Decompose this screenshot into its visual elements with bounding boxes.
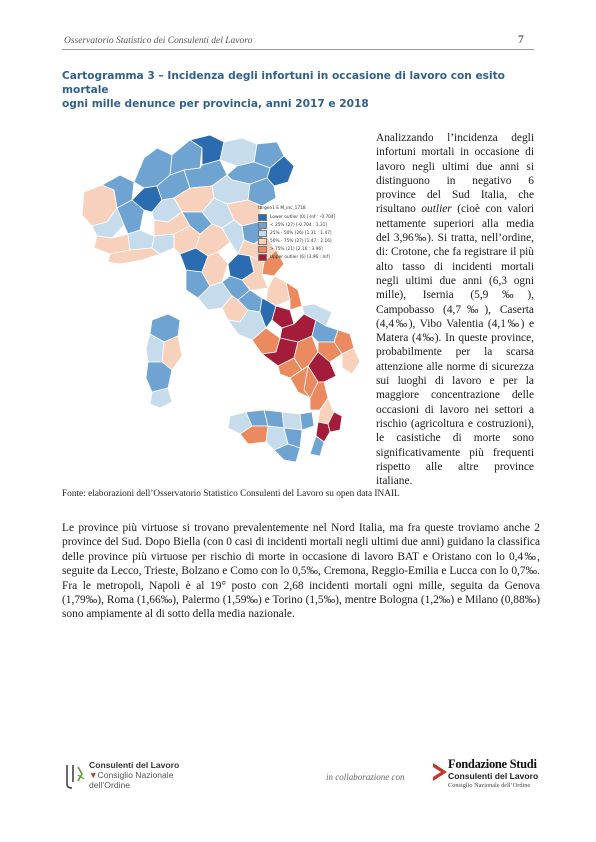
legend-swatch bbox=[258, 246, 267, 253]
legend-swatch bbox=[258, 222, 267, 229]
caption-line-1: Cartogramma 3 – Incidenza degli infortuni in occasione di lavoro con esito mortale bbox=[62, 70, 505, 96]
collaboration-text: in collaborazione con bbox=[326, 772, 405, 782]
legend-swatch bbox=[258, 254, 267, 261]
consulenti-lavoro-logo bbox=[64, 760, 194, 792]
province-region bbox=[128, 230, 154, 250]
map-legend bbox=[258, 206, 335, 261]
side-paragraph bbox=[376, 131, 534, 488]
left-logo-line-2-text: Consiglio Nazionale bbox=[97, 770, 174, 780]
right-logo-line-2: Consulenti del Lavoro bbox=[448, 771, 539, 781]
province-region bbox=[266, 276, 290, 306]
body-paragraph: Le province più virtuose si trovano prevalentemente nel Nord Italia, ma fra queste troviamo anche 2 province del Sud. Dopo Biella (con 0 casi di incidenti mortali negli ultimi due anni) guidano la classifica delle province più virtuose per rischio di morte in occasione di lavoro BAT e Oristano con lo 0,4‰, seguite da Lecco, Trieste, Bolzano e Como con lo 0,5‰, Cremona, Reggio-Emilia e Lucca con lo 0,7‰. Fra le metropoli, Napoli è al 19° posto con 2,68 incidenti mortali ogni mille, seguita da Genova (1,79‰), Roma (1,66‰), Palermo (1,59‰) e Torino (1,5‰), mentre Bologna (1,2‰) e Milano (0,88‰) sono ampiamente al di sotto della media nazionale. bbox=[62, 522, 540, 621]
legend-item bbox=[258, 213, 335, 221]
legend-swatch bbox=[258, 238, 267, 245]
province-region bbox=[300, 412, 314, 430]
legend-label: Lower outlier (0) [-Inf : -0.704] bbox=[270, 214, 336, 220]
legend-swatch bbox=[258, 214, 267, 221]
left-logo-line-3: dell’Ordine bbox=[89, 780, 131, 790]
italy-choropleth-map bbox=[62, 130, 362, 480]
legend-item bbox=[258, 221, 335, 229]
province-region bbox=[282, 412, 302, 430]
legend-item bbox=[258, 229, 335, 237]
source-note: Fonte: elaborazioni dell’Osservatorio Statistico Consulenti del Lavoro su open data INAIL bbox=[62, 489, 400, 499]
left-logo-line-2 bbox=[89, 770, 173, 780]
legend-label: 25% - 50% (26) [1.31 : 1.47] bbox=[270, 230, 332, 236]
province-region bbox=[146, 362, 172, 392]
page-number: 7 bbox=[518, 34, 524, 46]
legend-item bbox=[258, 245, 335, 253]
header-title: Osservatorio Statistico dei Consulenti del Lavoro bbox=[64, 36, 253, 46]
legend-label: < 25% (27) [-0.704 : 1.31] bbox=[270, 222, 328, 228]
province-region bbox=[220, 138, 257, 166]
legend-label: Upper outlier (6) [3.96 : Inf] bbox=[270, 254, 330, 260]
legend-swatch bbox=[258, 230, 267, 237]
triangle-icon: ▼ bbox=[89, 770, 98, 780]
legend-label: 50% - 75% (27) [1.47 : 2.16] bbox=[270, 238, 332, 244]
legend-label: > 75% (21) [2.16 : 3.96] bbox=[270, 246, 323, 252]
side-text-start: Analizzando l’incidenza degli infortuni mortali in occasione di lavoro negli ultimi due anni si distinguono in negativo 6 province del Sud Italia, che risultano bbox=[376, 132, 534, 216]
consulenti-emblem-icon bbox=[64, 762, 86, 790]
figure-caption bbox=[62, 69, 540, 111]
right-logo-line-3: Consiglio Nazionale dell’Ordine bbox=[448, 782, 531, 789]
caption-line-2: ogni mille denunce per provincia, anni 2017 e 2018 bbox=[62, 98, 369, 110]
side-text-italic: outlier bbox=[421, 203, 452, 216]
side-text-end: (cioè con valori nettamente superiori alla media del 3,96‰). Si tratta, nell’ordine, di: Crotone, che fa registrare il più alto tasso di incidenti mortali negli ultimi due anni (6,3 ogni mille), Isernia (5,9‰), Campobasso (4,7‰), Caserta (4,4‰), Vibo Valentia (4,1‰) e Matera (4‰). In queste province, probabilmente per la scarsa attenzione alle norme di sicurezza sui luoghi di lavoro e per la maggiore concentrazione delle occasioni di lavoro nei settori a rischio (agricoltura e costruzioni), le casistiche di morte sono significativamente più frequenti rispetto alle altre province italiane. bbox=[376, 203, 534, 488]
fondazione-studi-logo bbox=[432, 757, 542, 793]
right-logo-line-1: Fondazione Studi bbox=[448, 757, 537, 771]
legend-item bbox=[258, 237, 335, 245]
fondazione-emblem-icon bbox=[432, 761, 448, 783]
legend-item bbox=[258, 253, 335, 261]
left-logo-line-1: Consulenti del Lavoro bbox=[89, 760, 180, 770]
header-rule bbox=[62, 49, 534, 50]
legend-title: tbrgen1 E M_inc_1718 bbox=[258, 206, 306, 211]
